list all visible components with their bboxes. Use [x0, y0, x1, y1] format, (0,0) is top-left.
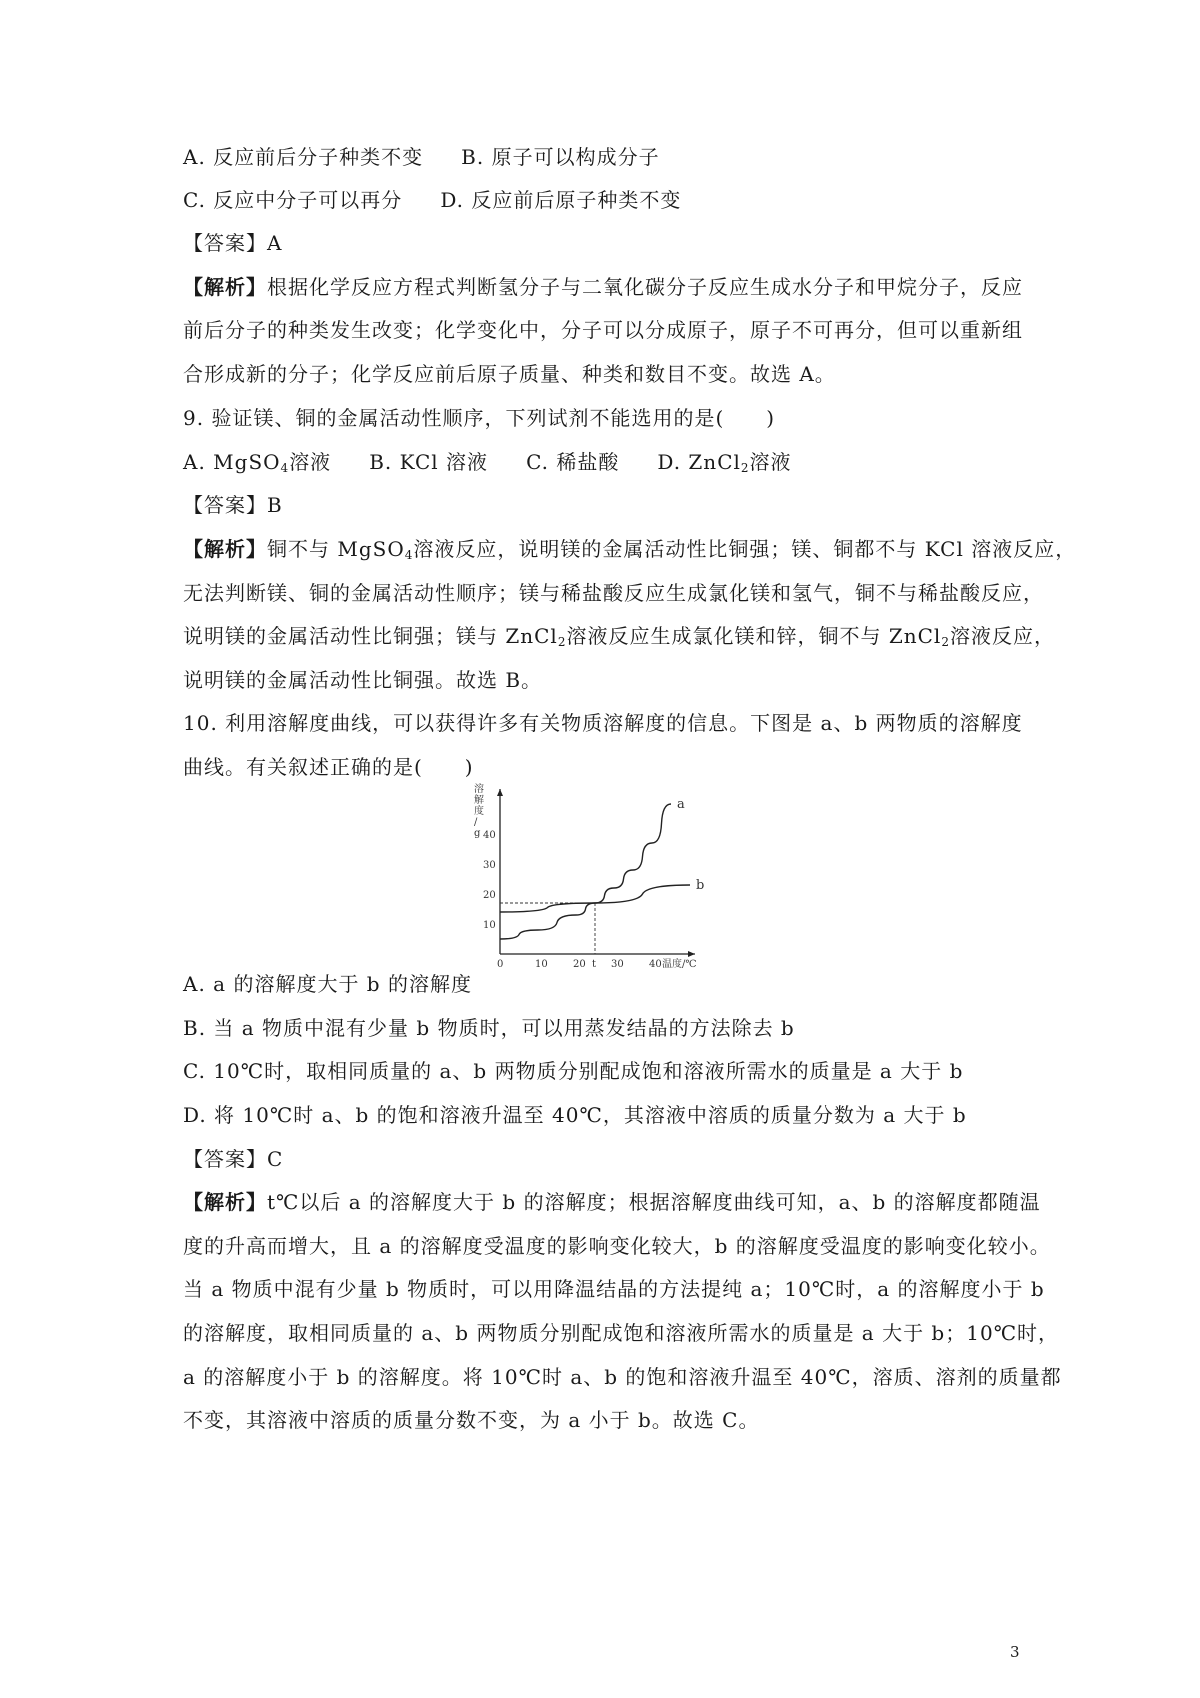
y-tick-label: 10 — [483, 920, 496, 931]
q10-option-c: C. 10℃时，取相同质量的 a、b 两物质分别配成饱和溶液所需水的质量是 a 大于 b — [183, 1059, 964, 1083]
x-axis-arrow — [688, 951, 695, 957]
q10-analysis-line-1: 【解析】t℃以后 a 的溶解度大于 b 的溶解度；根据溶解度曲线可知，a、b 的溶解度都随温 — [183, 1190, 1041, 1214]
ylabel-char: 度 — [474, 806, 484, 817]
ylabel-char: 溶 — [474, 784, 484, 795]
ylabel-char: / — [474, 817, 478, 828]
x-tick-label: 0 — [497, 959, 504, 970]
q8-option-c: C. 反应中分子可以再分 — [183, 188, 403, 212]
q10-option-a: A. a 的溶解度大于 b 的溶解度 — [183, 972, 472, 996]
x-tick-label: 30 — [611, 959, 624, 970]
series-line-a — [500, 804, 671, 939]
q10-analysis-line-5: a 的溶解度小于 b 的溶解度。将 10℃时 a、b 的饱和溶液升温至 40℃，溶质、溶剂的质量都 — [183, 1365, 1062, 1389]
q9-analysis-line-3: 说明镁的金属活动性比铜强；镁与 ZnCl$_2$溶液反应生成氯化镁和锌，铜不与 ZnCl$_2$溶液反应， — [183, 624, 1055, 649]
ylabel-char: g — [474, 828, 481, 839]
q8-analysis-label: 【解析】 — [183, 275, 267, 299]
q10-answer: 【答案】C — [183, 1147, 284, 1171]
q9-stem: 9. 验证镁、铜的金属活动性顺序，下列试剂不能选用的是( ) — [183, 406, 776, 430]
q8-analysis-line-1 — [183, 273, 1023, 301]
series-label-b: b — [696, 878, 705, 893]
y-tick-label: 40 — [483, 830, 496, 841]
q9-option-d: D. ZnCl$_2$溶液 — [657, 450, 792, 475]
q10-stem-line-2: 曲线。有关叙述正确的是( ) — [183, 755, 474, 779]
q8-option-b: B. 原子可以构成分子 — [461, 145, 660, 169]
chart-series — [500, 797, 704, 939]
q10-stem-line-1: 10. 利用溶解度曲线，可以获得许多有关物质溶解度的信息。下图是 a、b 两物质的溶解度 — [183, 711, 1023, 735]
q9-analysis-line-4: 说明镁的金属活动性比铜强。故选 B。 — [183, 668, 543, 692]
q8-option-d: D. 反应前后原子种类不变 — [440, 188, 682, 212]
solubility-chart — [470, 782, 730, 982]
x-tick-label: 20 — [573, 959, 586, 970]
y-tick-label: 30 — [483, 860, 496, 871]
x-tick-label: t — [592, 959, 597, 970]
q9-analysis-label: 【解析】 — [183, 537, 267, 561]
chart-axes — [497, 789, 695, 957]
y-axis-arrow — [497, 789, 503, 796]
page-number: 3 — [1010, 1643, 1020, 1661]
q10-option-b: B. 当 a 物质中混有少量 b 物质时，可以用蒸发结晶的方法除去 b — [183, 1016, 795, 1040]
chart-ticks — [483, 830, 662, 970]
q8-analysis-line-3: 合形成新的分子；化学反应前后原子质量、种类和数目不变。故选 A。 — [183, 362, 836, 386]
q10-analysis-line-6: 不变，其溶液中溶质的质量分数不变，为 a 小于 b。故选 C。 — [183, 1408, 760, 1432]
q8-analysis-text: 根据化学反应方程式判断氢分子与二氧化碳分子反应生成水分子和甲烷分子，反应 — [267, 275, 1023, 299]
q8-options-row-2 — [183, 186, 681, 214]
q9-options — [183, 448, 792, 482]
series-label-a: a — [677, 797, 685, 812]
q9-analysis-line-1: 【解析】铜不与 MgSO$_4$溶液反应，说明镁的金属活动性比铜强；镁、铜都不与 KCl 溶液反应， — [183, 537, 1077, 562]
q10-option-d: D. 将 10℃时 a、b 的饱和溶液升温至 40℃，其溶液中溶质的质量分数为 a 大于 b — [183, 1103, 967, 1127]
ylabel-char: 解 — [474, 795, 484, 806]
q8-analysis-line-2: 前后分子的种类发生改变；化学变化中，分子可以分成原子，原子不可再分，但可以重新组 — [183, 318, 1023, 342]
q10-analysis-line-3: 当 a 物质中混有少量 b 物质时，可以用降温结晶的方法提纯 a；10℃时，a 的溶解度小于 b — [183, 1277, 1045, 1301]
x-tick-label: 40 — [649, 959, 662, 970]
chart-xlabel: 温度/℃ — [662, 959, 697, 970]
series-line-b — [500, 885, 690, 912]
q9-option-b: B. KCl 溶液 — [369, 450, 489, 474]
q9-analysis-line-2: 无法判断镁、铜的金属活动性顺序；镁与稀盐酸反应生成氯化镁和氢气，铜不与稀盐酸反应， — [183, 581, 1044, 605]
q9-answer: 【答案】B — [183, 493, 283, 517]
q10-analysis-line-4: 的溶解度，取相同质量的 a、b 两物质分别配成饱和溶液所需水的质量是 a 大于 b；10℃时， — [183, 1321, 1060, 1345]
x-tick-label: 10 — [535, 959, 548, 970]
q8-option-a: A. 反应前后分子种类不变 — [183, 145, 424, 169]
q9-option-a: A. MgSO$_4$溶液 — [183, 450, 332, 475]
y-tick-label: 20 — [483, 890, 496, 901]
q10-analysis-label: 【解析】 — [183, 1190, 267, 1214]
q9-option-c: C. 稀盐酸 — [526, 450, 620, 474]
q8-answer: 【答案】A — [183, 231, 283, 255]
q10-analysis-line-2: 度的升高而增大，且 a 的溶解度受温度的影响变化较大，b 的溶解度受温度的影响变化较小。 — [183, 1234, 1051, 1258]
q8-options-row-1 — [183, 143, 660, 171]
